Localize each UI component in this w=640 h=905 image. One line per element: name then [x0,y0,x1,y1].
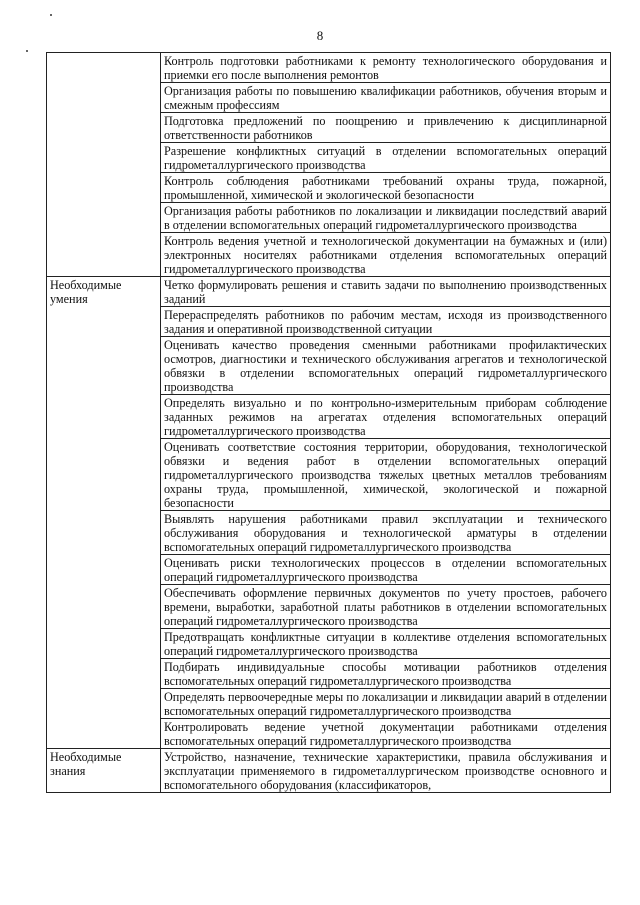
list-item: Определять первоочередные меры по локализации и ликвидации аварий в отделении вспомогательных операций гидрометаллургического производства [161,689,610,719]
list-item: Подготовка предложений по поощрению и привлечению к дисциплинарной ответственности работников [161,113,610,143]
scan-speck [26,50,28,52]
section-items [161,277,611,749]
list-item: Устройство, назначение, технические характеристики, правила обслуживания и эксплуатации применяемого в гидрометаллургическом производстве основного и вспомогательного оборудования (классификаторов, [164,750,607,792]
requirements-table-body [47,53,611,793]
list-item: Перераспределять работников по рабочим местам, исходя из производственного задания и оперативной производственной ситуации [161,307,610,337]
section-label [47,53,161,277]
list-item: Контроль соблюдения работниками требований охраны труда, пожарной, промышленной, химической и экологической безопасности [161,173,610,203]
list-item: Подбирать индивидуальные способы мотивации работников отделения вспомогательных операций гидрометаллургического производства [161,659,610,689]
section-row [47,749,611,793]
list-item: Организация работы по повышению квалификации работников, обучения вторым и смежным профессиям [161,83,610,113]
list-item: Контролировать ведение учетной документации работниками отделения вспомогательных операций гидрометаллургического производства [164,720,607,748]
list-item: Оценивать соответствие состояния территории, оборудования, технологической обвязки и ведения работ в отделении вспомогательных операций гидрометаллургического производства тяжелых цветных металлов требованиям охраны труда, промышленной, химической, экологической и пожарной безопасности [161,439,610,511]
list-item: Обеспечивать оформление первичных документов по учету простоев, рабочего времени, выработки, заработной платы работников в отделении вспомогательных операций гидрометаллургического производства [161,585,610,629]
requirements-table [46,52,611,793]
list-item: Контроль подготовки работниками к ремонту технологического оборудования и приемки его после выполнения ремонтов [161,53,610,83]
list-item: Разрешение конфликтных ситуаций в отделении вспомогательных операций гидрометаллургического производства [161,143,610,173]
page-number: 8 [316,28,324,43]
section-label: Необходимые умения [47,277,161,749]
section-row [47,277,611,749]
list-item: Контроль ведения учетной и технологической документации на бумажных и (или) электронных носителях работниками отделения вспомогательных операций гидрометаллургического производства [164,234,607,276]
list-item: Предотвращать конфликтные ситуации в коллективе отделения вспомогательных операций гидрометаллургического производства [161,629,610,659]
list-item: Организация работы работников по локализации и ликвидации последствий аварий в отделении вспомогательных операций гидрометаллургического производства [161,203,610,233]
section-row [47,53,611,277]
section-items [161,749,611,793]
list-item: Определять визуально и по контрольно-измерительным приборам соблюдение заданных режимов на агрегатах отделения вспомогательных операций гидрометаллургического производства [161,395,610,439]
scan-speck [50,14,52,16]
list-item: Оценивать качество проведения сменными работниками профилактических осмотров, диагностики и технического обслуживания агрегатов и технологической обвязки в отделении вспомогательных операций гидрометаллургического производства [161,337,610,395]
section-label: Необходимые знания [47,749,161,793]
list-item: Выявлять нарушения работниками правил эксплуатации и технического обслуживания оборудования и технологической арматуры в отделении вспомогательных операций гидрометаллургического производства [161,511,610,555]
section-items [161,53,611,277]
list-item: Оценивать риски технологических процессов в отделении вспомогательных операций гидрометаллургического производства [161,555,610,585]
list-item: Четко формулировать решения и ставить задачи по выполнению производственных заданий [161,277,610,307]
